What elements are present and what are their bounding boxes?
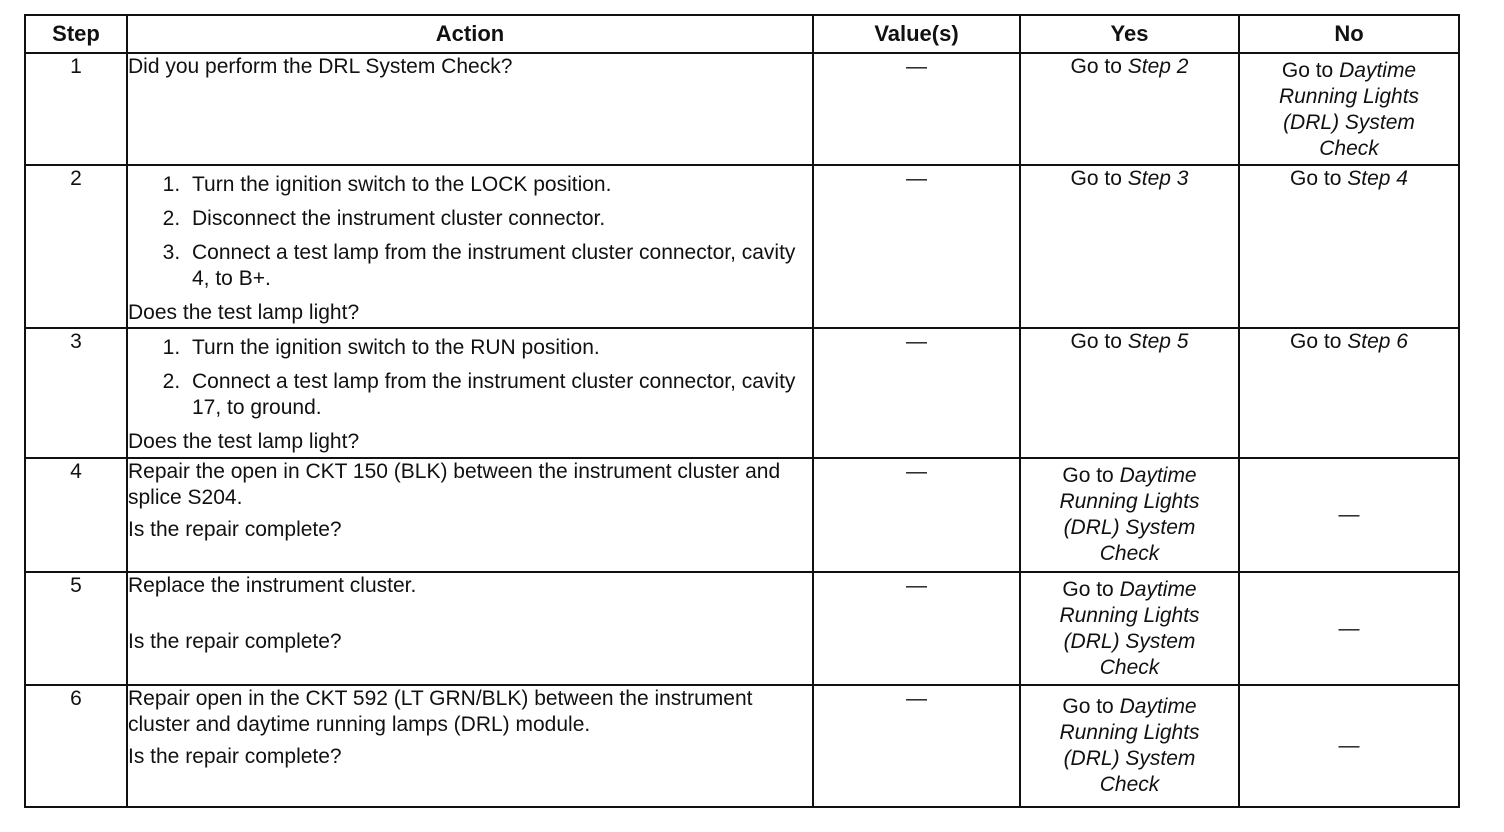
action-question: Does the test lamp light?	[128, 301, 360, 324]
header-yes: Yes	[1020, 15, 1239, 53]
value-cell: —	[813, 165, 1020, 328]
no-cell: —	[1239, 572, 1459, 685]
action-text: Repair open in the CKT 592 (LT GRN/BLK) between the instrument cluster and daytime running lamps (DRL) module.	[128, 687, 753, 736]
action-question: Is the repair complete?	[128, 518, 342, 541]
table-row	[25, 572, 1459, 685]
header-no: No	[1239, 15, 1459, 53]
table-row	[25, 328, 1459, 458]
action-step-item: 3. Connect a test lamp from the instrument cluster connector, cavity 4, to B+.	[186, 240, 812, 292]
yes-cell	[1020, 165, 1239, 328]
action-step-item: 1. Turn the ignition switch to the LOCK position.	[186, 172, 812, 198]
action-steps-list	[128, 172, 812, 292]
spacer	[128, 599, 812, 629]
step-number: 4	[25, 458, 127, 572]
action-cell	[127, 458, 813, 572]
header-step: Step	[25, 15, 127, 53]
yes-prefix: Go to	[1070, 167, 1122, 190]
yes-target-link[interactable]: Step 3	[1127, 167, 1189, 190]
value-cell: —	[813, 53, 1020, 165]
yes-target-link[interactable]: Step 5	[1127, 330, 1189, 353]
action-question: Is the repair complete?	[128, 745, 342, 768]
yes-prefix: Go to	[1070, 55, 1122, 78]
no-target-link[interactable]: Step 4	[1347, 167, 1408, 190]
table-row	[25, 53, 1459, 165]
step-number: 1	[25, 53, 127, 165]
no-cell	[1239, 53, 1459, 165]
header-values: Value(s)	[813, 15, 1020, 53]
no-prefix: Go to	[1290, 167, 1342, 190]
no-cell	[1239, 165, 1459, 328]
yes-target-link[interactable]: Daytime Running Lights (DRL) System Check	[1059, 577, 1200, 679]
yes-prefix: Go to	[1070, 330, 1122, 353]
no-prefix: Go to	[1281, 59, 1334, 82]
action-question: Does the test lamp light?	[128, 430, 360, 453]
yes-target-link[interactable]: Step 2	[1127, 55, 1189, 78]
no-cell: —	[1239, 458, 1459, 572]
step-number: 6	[25, 685, 127, 807]
action-text: Repair the open in CKT 150 (BLK) between the instrument cluster and splice S204.	[128, 460, 781, 509]
yes-cell	[1020, 572, 1239, 685]
action-question: Is the repair complete?	[128, 630, 342, 653]
yes-cell	[1020, 328, 1239, 458]
action-text: Replace the instrument cluster.	[128, 574, 417, 597]
table-header-row	[25, 15, 1459, 53]
table-row	[25, 458, 1459, 572]
action-cell	[127, 165, 813, 328]
step-number: 5	[25, 572, 127, 685]
yes-target-link[interactable]: Daytime Running Lights (DRL) System Check	[1059, 464, 1200, 565]
step-number: 3	[25, 328, 127, 458]
yes-cell	[1020, 685, 1239, 807]
value-cell: —	[813, 685, 1020, 807]
yes-prefix: Go to	[1062, 577, 1114, 601]
table-row	[25, 685, 1459, 807]
no-cell: —	[1239, 685, 1459, 807]
yes-cell	[1020, 53, 1239, 165]
no-cell	[1239, 328, 1459, 458]
diagnostic-table	[24, 14, 1460, 808]
yes-target-link[interactable]: Daytime Running Lights (DRL) System Check	[1059, 695, 1200, 796]
header-action: Action	[127, 15, 813, 53]
no-prefix: Go to	[1290, 330, 1342, 353]
table-row	[25, 165, 1459, 328]
action-cell	[127, 53, 813, 165]
action-step-item: 2. Connect a test lamp from the instrument cluster connector, cavity 17, to ground.	[186, 369, 812, 421]
value-cell: —	[813, 572, 1020, 685]
action-step-item: 1. Turn the ignition switch to the RUN position.	[186, 335, 812, 361]
yes-prefix: Go to	[1062, 695, 1114, 718]
value-cell: —	[813, 328, 1020, 458]
action-step-item: 2. Disconnect the instrument cluster connector.	[186, 206, 812, 232]
action-text: Did you perform the DRL System Check?	[128, 55, 513, 78]
value-cell: —	[813, 458, 1020, 572]
yes-cell	[1020, 458, 1239, 572]
step-number: 2	[25, 165, 127, 328]
action-cell	[127, 685, 813, 807]
no-target-link[interactable]: Daytime Running Lights (DRL) System Check	[1278, 59, 1420, 160]
yes-prefix: Go to	[1062, 464, 1114, 487]
action-cell	[127, 328, 813, 458]
no-target-link[interactable]: Step 6	[1347, 330, 1408, 353]
action-steps-list	[128, 335, 812, 421]
action-cell	[127, 572, 813, 685]
